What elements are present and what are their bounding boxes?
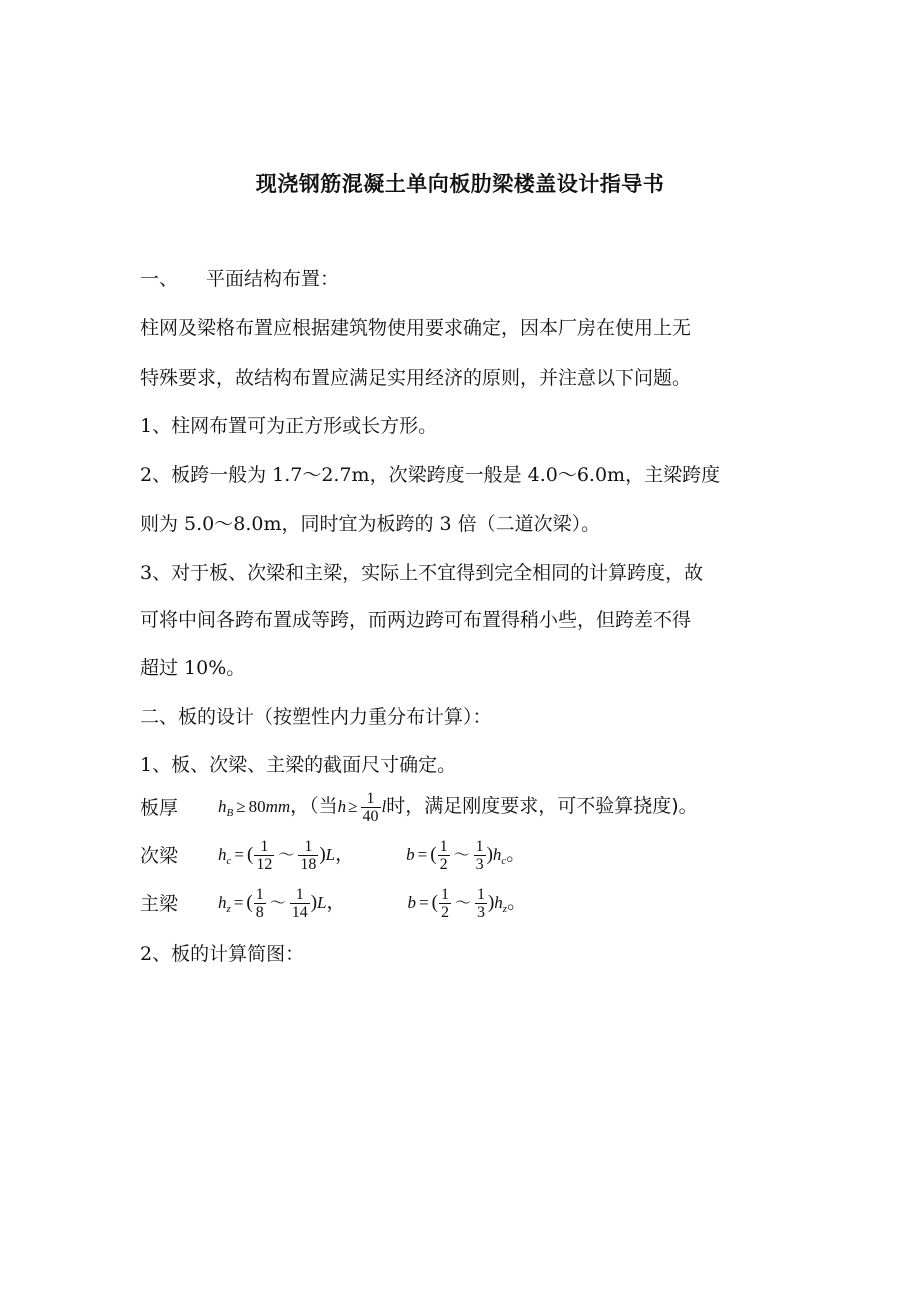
main-lhs-sub: z xyxy=(226,902,231,915)
main-b-frac1-num: 1 xyxy=(440,886,449,903)
page-title: 现浇钢筋混凝土单向板肋梁楼盖设计指导书 xyxy=(255,172,665,196)
sec-frac1-num: 1 xyxy=(254,838,274,856)
section-2-heading: 二、板的设计（按塑性内力重分布计算）： xyxy=(140,706,492,728)
main-frac1-den: 8 xyxy=(255,904,264,921)
main-tilde: ～ xyxy=(269,892,286,912)
slab-cond-l: l xyxy=(381,796,387,816)
slab-frac-den: 40 xyxy=(362,808,379,825)
sec-b-fraction-1 xyxy=(438,838,450,874)
slab-frac-num: 1 xyxy=(361,790,381,808)
paragraph-1-line-1: 柱网及梁格布置应根据建筑物使用要求确定，因本厂房在使用上无 xyxy=(140,317,692,339)
sec-frac2-num: 1 xyxy=(298,838,318,856)
main-frac2-num: 1 xyxy=(290,886,310,904)
sec-sep: ， xyxy=(335,842,355,865)
sec-b-frac2-den: 3 xyxy=(475,856,484,873)
formula-secondary-label: 次梁 xyxy=(140,844,179,867)
slab-cond-fraction xyxy=(361,790,381,826)
sec-b-fraction-2 xyxy=(474,838,486,874)
main-b-frac1-den: 2 xyxy=(440,904,449,921)
main-fraction-2 xyxy=(290,886,310,922)
main-b-h-sub: z xyxy=(502,902,508,915)
main-lhs-var: h xyxy=(218,892,227,912)
list-item-2-line-1: 2、板跨一般为 1.7～2.7m，次梁跨度一般是 4.0～6.0m，主梁跨度 xyxy=(140,464,721,486)
slab-unit: mm xyxy=(265,796,291,816)
list-item-1: 1、柱网布置可为正方形或长方形。 xyxy=(140,415,438,437)
formula-main-beam xyxy=(140,886,526,922)
main-sep: ， xyxy=(326,890,346,913)
sec-b-h-sub: c xyxy=(501,854,507,867)
slab-lhs-var: h xyxy=(218,796,227,816)
main-b-frac2-num: 1 xyxy=(476,886,485,903)
sec-frac1-den: 12 xyxy=(256,856,273,873)
slab-cond-var: h xyxy=(337,796,347,816)
section-2-sub-1: 1、板、次梁、主梁的截面尺寸确定。 xyxy=(140,754,457,776)
sec-b-var: b xyxy=(406,844,415,864)
formula-slab-label: 板厚 xyxy=(140,796,179,819)
section-1-title: 平面结构布置： xyxy=(206,268,340,290)
sec-close: ) xyxy=(319,843,326,865)
section-1-heading xyxy=(140,270,339,289)
sec-fraction-1 xyxy=(254,838,274,874)
sec-b-frac1-num: 1 xyxy=(439,838,448,855)
main-frac2-den: 14 xyxy=(291,904,308,921)
sec-eq: = xyxy=(234,844,244,864)
slab-relation: ≥ xyxy=(236,796,246,816)
main-end: 。 xyxy=(507,890,527,913)
formula-slab-expression xyxy=(218,790,698,826)
slab-lhs-sub: B xyxy=(226,806,234,819)
sec-open: ( xyxy=(246,843,254,865)
sec-tilde: ～ xyxy=(278,844,295,864)
sec-b-h: h xyxy=(492,844,502,864)
main-span: L xyxy=(317,892,327,912)
main-b-open: ( xyxy=(431,891,438,913)
list-item-3-line-3: 超过 10%。 xyxy=(140,657,246,679)
main-fraction-1 xyxy=(254,886,266,922)
sec-end: 。 xyxy=(506,842,526,865)
main-b-h: h xyxy=(494,892,503,912)
main-b-close: ) xyxy=(487,891,495,913)
list-item-3-line-1: 3、对于板、次梁和主梁，实际上不宜得到完全相同的计算跨度，故 xyxy=(140,562,704,584)
sec-b-tilde: ～ xyxy=(453,844,470,864)
main-eq: = xyxy=(233,892,244,912)
sec-span: L xyxy=(325,844,336,864)
main-b-frac2-den: 3 xyxy=(476,904,485,921)
list-item-3-line-2: 可将中间各跨布置成等跨，而两边跨可布置得稍小些，但跨差不得 xyxy=(140,609,692,631)
main-b-var: b xyxy=(407,892,417,912)
sec-lhs-var: h xyxy=(218,844,227,864)
formula-slab-thickness xyxy=(140,790,698,826)
paragraph-1-line-2: 特殊要求，故结构布置应满足实用经济的原则，并注意以下问题。 xyxy=(140,367,692,389)
sec-b-frac1-den: 2 xyxy=(439,856,448,873)
sec-lhs-sub: c xyxy=(226,854,232,867)
main-b-fraction-1 xyxy=(439,886,451,922)
sec-frac2-den: 18 xyxy=(300,856,317,873)
list-item-2-line-2: 则为 5.0～8.0m，同时宜为板跨的 3 倍（二道次梁）。 xyxy=(140,513,601,535)
formula-secondary-beam xyxy=(140,838,525,874)
sec-fraction-2 xyxy=(298,838,318,874)
main-b-fraction-2 xyxy=(475,886,487,922)
formula-main-label: 主梁 xyxy=(140,892,179,915)
main-frac1-num: 1 xyxy=(255,886,264,903)
slab-value: 80 xyxy=(248,796,266,816)
formula-secondary-expression xyxy=(218,838,525,874)
main-close: ) xyxy=(310,891,318,913)
sec-b-open: ( xyxy=(430,843,437,865)
section-2-sub-2: 2、板的计算简图： xyxy=(140,943,305,965)
slab-tail: 时，满足刚度要求，可不验算挠度)。 xyxy=(386,794,698,817)
sec-b-close: ) xyxy=(486,843,493,865)
sec-b-frac2-num: 1 xyxy=(475,838,484,855)
slab-cond-rel: ≥ xyxy=(348,796,358,816)
main-b-tilde: ～ xyxy=(454,892,471,912)
main-b-eq: = xyxy=(419,892,429,912)
sec-b-eq: = xyxy=(417,844,428,864)
main-open: ( xyxy=(246,891,253,913)
section-1-number: 一、 xyxy=(140,268,179,290)
formula-main-expression xyxy=(218,886,526,922)
slab-after-unit: ，（当 xyxy=(290,794,338,817)
